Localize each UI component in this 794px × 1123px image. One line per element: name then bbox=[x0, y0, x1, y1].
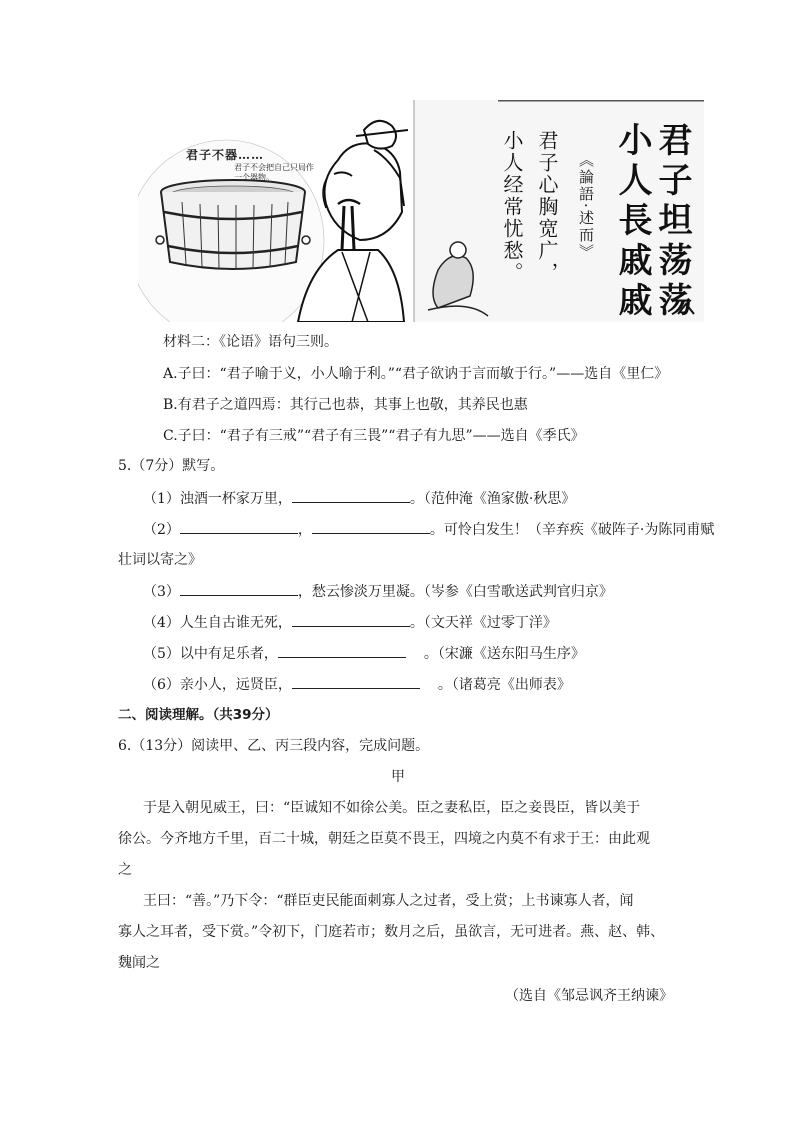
q5-item-source: 。（范仲淹《渔家傲·秋思》 bbox=[409, 491, 576, 507]
cartoon-illustration bbox=[138, 100, 704, 322]
q5-item-text: 浊酒一杯家万里， bbox=[179, 491, 292, 507]
passage-source: （选自《邹忌讽齐王纳谏》 bbox=[505, 988, 673, 1004]
q5-item-text: ， bbox=[297, 522, 312, 538]
passage-p2-line3: 魏闻之 bbox=[118, 955, 160, 971]
q5-item-6 bbox=[143, 674, 571, 695]
answer-blank[interactable] bbox=[292, 674, 420, 689]
q5-item-number: （4） bbox=[143, 615, 180, 631]
q5-item-source: ，愁云惨淡万里凝。（岑参《白雪歌送武判官归京》 bbox=[297, 584, 613, 600]
q5-item-number: （2） bbox=[143, 522, 180, 538]
q5-item-4 bbox=[143, 612, 557, 633]
calligraphy-line-4: 小人经常忧愁。 bbox=[500, 130, 524, 284]
answer-blank[interactable] bbox=[180, 519, 298, 534]
answer-blank[interactable] bbox=[292, 612, 410, 627]
q5-item-number: （6） bbox=[143, 677, 180, 693]
answer-blank[interactable] bbox=[180, 581, 298, 596]
q5-item-source: 。（文天祥《过零丁洋》 bbox=[409, 615, 557, 631]
passage-p1-line1: 于是入朝见威王，曰：“臣诚知不如徐公美。臣之妻私臣，臣之妾畏臣，皆以美于 bbox=[143, 800, 641, 816]
q5-item-5 bbox=[143, 643, 585, 664]
calligraphy-line-3: 君子心胸宽广， bbox=[535, 130, 559, 284]
passage-p2-line1: 王曰：“善。”乃下令：“群臣吏民能面刺寡人之过者，受上赏；上书谏寡人者，闻 bbox=[143, 893, 634, 909]
calligraphy-source: 《論語·述而》 bbox=[577, 152, 595, 261]
material2-intro: 材料二：《论语》语句三则。 bbox=[163, 334, 338, 350]
bubble-subtitle: 君子不会把自己只局作一个器物。 bbox=[234, 163, 314, 182]
answer-blank[interactable] bbox=[278, 643, 406, 658]
passage-p2-line2: 寡人之耳者，受下赏。”令初下，门庭若市；数月之后，虽欲言，无可进者。燕、赵、韩、 bbox=[118, 924, 665, 940]
passage-jia-title: 甲 bbox=[391, 769, 405, 785]
material2-item-b: B.有君子之道四焉：其行己也恭，其事上也敬，其养民也惠 bbox=[163, 397, 528, 413]
calligraphy-line-2: 小人長戚戚 bbox=[612, 122, 652, 322]
q6-prompt: 6.（13分）阅读甲、乙、丙三段内容，完成问题。 bbox=[118, 738, 430, 754]
q5-item-source: 。（宋濂《送东阳马生序》 bbox=[423, 646, 585, 662]
bubble-title: 君子不器…… bbox=[186, 148, 265, 162]
passage-p1-line2: 徐公。今齐地方千里，百二十城，朝廷之臣莫不畏王，四境之内莫不有求于王：由此观 bbox=[118, 831, 650, 847]
q5-item-2 bbox=[143, 519, 714, 540]
q5-item-number: （5） bbox=[143, 646, 180, 662]
q5-item-source: 。（诸葛亮《出师表》 bbox=[437, 677, 571, 693]
q5-item-text: 亲小人，远贤臣， bbox=[179, 677, 292, 693]
q5-item-text: 以中有足乐者， bbox=[179, 646, 278, 662]
q5-item-1 bbox=[143, 488, 575, 509]
q5-item-source: 。可怜白发生！（辛弃疾《破阵子·为陈同甫赋 bbox=[429, 522, 715, 538]
passage-p1-line3: 之 bbox=[118, 862, 132, 878]
q5-item-number: （1） bbox=[143, 491, 180, 507]
section2-header: 二、阅读理解。（共39分） bbox=[118, 707, 279, 723]
answer-blank[interactable] bbox=[312, 519, 430, 534]
q5-item-text: 人生自古谁无死， bbox=[179, 615, 292, 631]
calligraphy-line-1: 君子坦荡荡 bbox=[652, 122, 692, 322]
q5-item-3 bbox=[143, 581, 613, 602]
q5-item-number: （3） bbox=[143, 584, 180, 600]
q5-header: 5.（7分）默写。 bbox=[118, 458, 225, 474]
material2-item-c: C.子曰：“君子有三戒”“君子有三畏”“君子有九思”——选自《季氏》 bbox=[163, 428, 585, 444]
material2-item-a: A.子曰：“君子喻于义，小人喻于利。”“君子欲讷于言而敏于行。”——选自《里仁》 bbox=[163, 366, 669, 382]
q5-item-2-cont: 壮词以寄之》 bbox=[118, 552, 202, 568]
answer-blank[interactable] bbox=[292, 488, 410, 503]
